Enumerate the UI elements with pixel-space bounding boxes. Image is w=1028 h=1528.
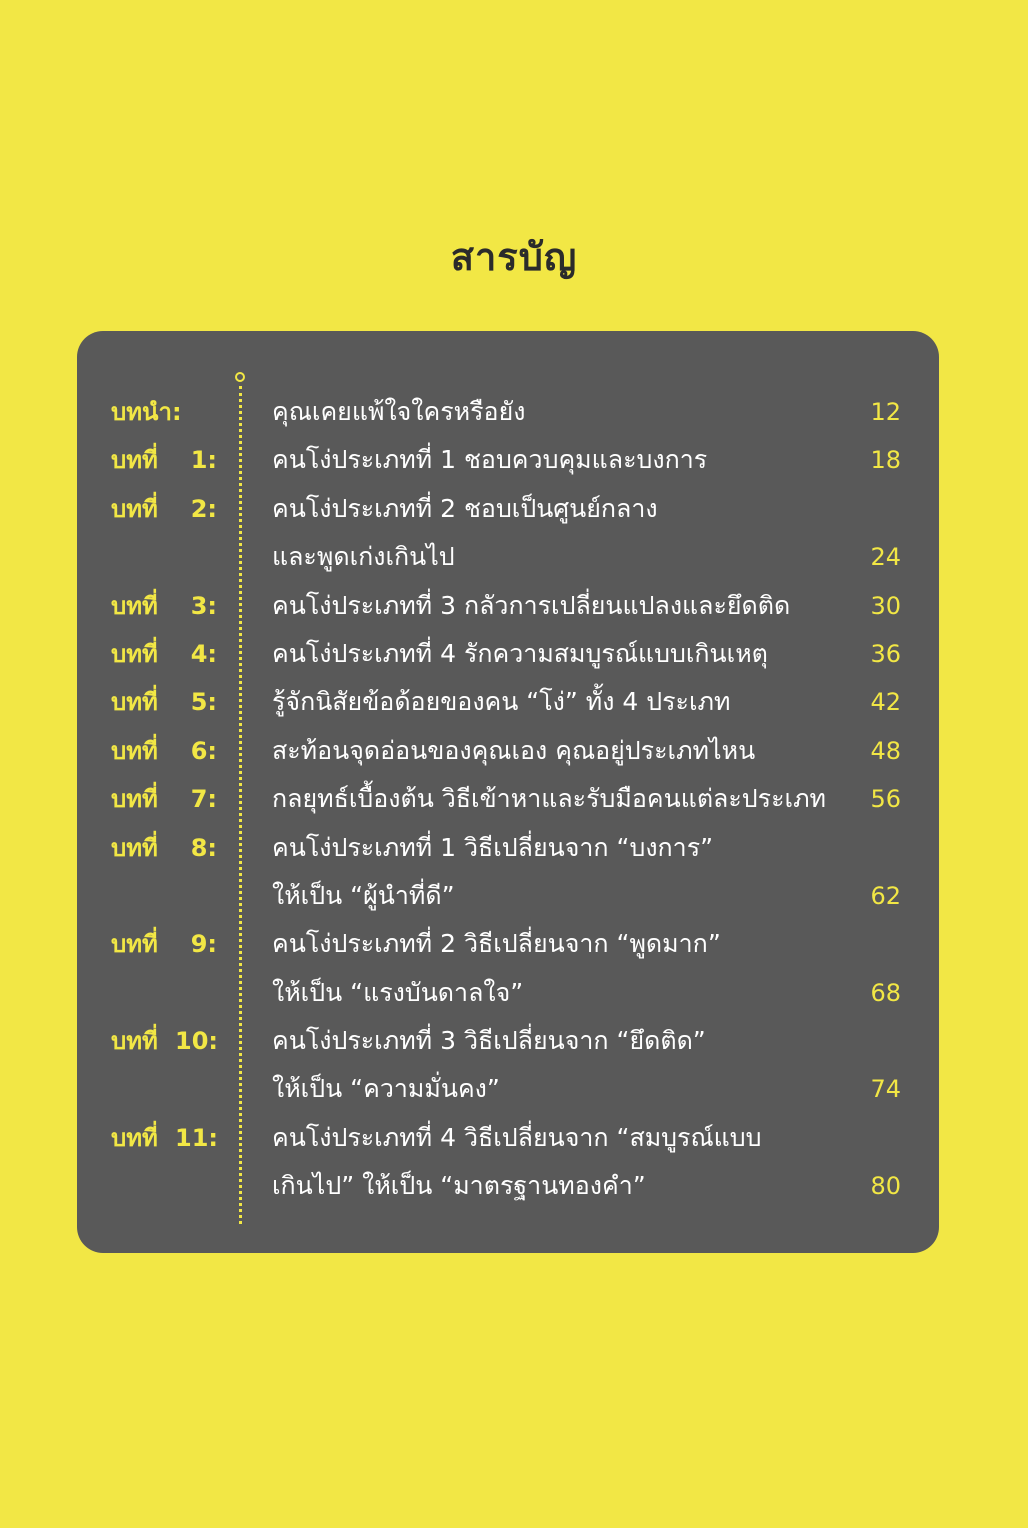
chapter-label: บทนำ:	[111, 398, 182, 426]
chapter-title: คนโง่ประเภทที่ 4 รักความสมบูรณ์แบบเกินเหตุ	[272, 638, 768, 668]
chapter-title: เกินไป” ให้เป็น “มาตรฐานทองคำ”	[272, 1171, 646, 1201]
chapter-title: คนโง่ประเภทที่ 2 วิธีเปลี่ยนจาก “พูดมาก”	[272, 929, 721, 959]
chapter-title: ให้เป็น “แรงบันดาลใจ”	[272, 977, 524, 1007]
divider-dot-icon	[235, 372, 245, 382]
toc-entry	[77, 582, 939, 630]
chapter-label: บทที่	[111, 833, 158, 862]
chapter-label: บทที่	[111, 736, 158, 765]
toc-entry	[77, 824, 939, 872]
toc-entry	[77, 485, 939, 533]
chapter-title: คนโง่ประเภทที่ 1 ชอบควบคุมและบงการ	[272, 445, 708, 475]
chapter-number: 10:	[175, 1027, 218, 1056]
chapter-number: 2:	[190, 494, 217, 523]
page-number: 18	[870, 446, 901, 475]
page-number: 68	[870, 978, 901, 1007]
chapter-title: รู้จักนิสัยข้อด้อยของคน “โง่” ทั้ง 4 ประเภท	[272, 687, 731, 717]
chapter-title: คนโง่ประเภทที่ 4 วิธีเปลี่ยนจาก “สมบูรณ์แบบ	[272, 1122, 762, 1152]
chapter-number: 1:	[190, 446, 217, 475]
chapter-number: 7:	[190, 785, 217, 814]
chapter-title: คนโง่ประเภทที่ 2 ชอบเป็นศูนย์กลาง	[272, 493, 658, 523]
chapter-title: สะท้อนจุดอ่อนของคุณเอง คุณอยู่ประเภทไหน	[272, 735, 756, 765]
chapter-number: 11:	[175, 1123, 218, 1152]
chapter-label: บทที่	[111, 930, 158, 959]
toc-entry	[77, 920, 939, 968]
toc-entry-continuation	[77, 872, 939, 920]
toc-entry-continuation	[77, 969, 939, 1017]
chapter-label: บทที่	[111, 785, 158, 814]
chapter-title: คุณเคยแพ้ใจใครหรือยัง	[272, 397, 526, 426]
toc-entry	[77, 630, 939, 678]
toc-entry	[77, 436, 939, 484]
toc-entry	[77, 1114, 939, 1162]
chapter-number: 8:	[190, 833, 217, 862]
toc-entry	[77, 388, 939, 436]
page-number: 74	[870, 1075, 901, 1104]
chapter-number: 3:	[190, 591, 217, 620]
toc-list	[77, 388, 939, 1211]
page-number: 56	[870, 785, 901, 814]
toc-entry-continuation	[77, 1162, 939, 1210]
chapter-title: คนโง่ประเภทที่ 3 วิธีเปลี่ยนจาก “ยึดติด”	[272, 1026, 706, 1056]
toc-entry-continuation	[77, 533, 939, 581]
chapter-label: บทที่	[111, 1123, 158, 1152]
chapter-label: บทที่	[111, 1027, 158, 1056]
toc-entry	[77, 775, 939, 823]
page-number: 62	[870, 881, 901, 910]
page-title: สารบัญ	[450, 235, 578, 279]
page-number: 12	[870, 398, 901, 426]
chapter-number: 9:	[190, 930, 217, 959]
chapter-title: คนโง่ประเภทที่ 3 กลัวการเปลี่ยนแปลงและยึดติด	[272, 590, 791, 620]
chapter-label: บทที่	[111, 446, 158, 475]
chapter-number: 4:	[190, 639, 217, 668]
page-number: 48	[870, 736, 901, 765]
page-number: 24	[870, 543, 901, 572]
chapter-label: บทที่	[111, 591, 158, 620]
page-number: 36	[870, 639, 901, 668]
toc-entry	[77, 678, 939, 726]
chapter-title: คนโง่ประเภทที่ 1 วิธีเปลี่ยนจาก “บงการ”	[272, 832, 714, 862]
toc-entry-continuation	[77, 1065, 939, 1113]
chapter-title: ให้เป็น “ความมั่นคง”	[272, 1074, 500, 1104]
chapter-title: และพูดเก่งเกินไป	[272, 542, 455, 572]
chapter-label: บทที่	[111, 494, 158, 523]
chapter-number: 5:	[190, 688, 217, 717]
chapter-title: กลยุทธ์เบื้องต้น วิธีเข้าหาและรับมือคนแต่ละประเภท	[272, 784, 827, 814]
page-number: 42	[870, 688, 901, 717]
toc-entry	[77, 1017, 939, 1065]
toc-panel	[77, 331, 939, 1253]
chapter-label: บทที่	[111, 639, 158, 668]
chapter-label: บทที่	[111, 688, 158, 717]
page-number: 30	[870, 591, 901, 620]
toc-entry	[77, 727, 939, 775]
chapter-title: ให้เป็น “ผู้นำที่ดี”	[272, 880, 455, 910]
page-number: 80	[870, 1172, 901, 1201]
chapter-number: 6:	[190, 736, 217, 765]
